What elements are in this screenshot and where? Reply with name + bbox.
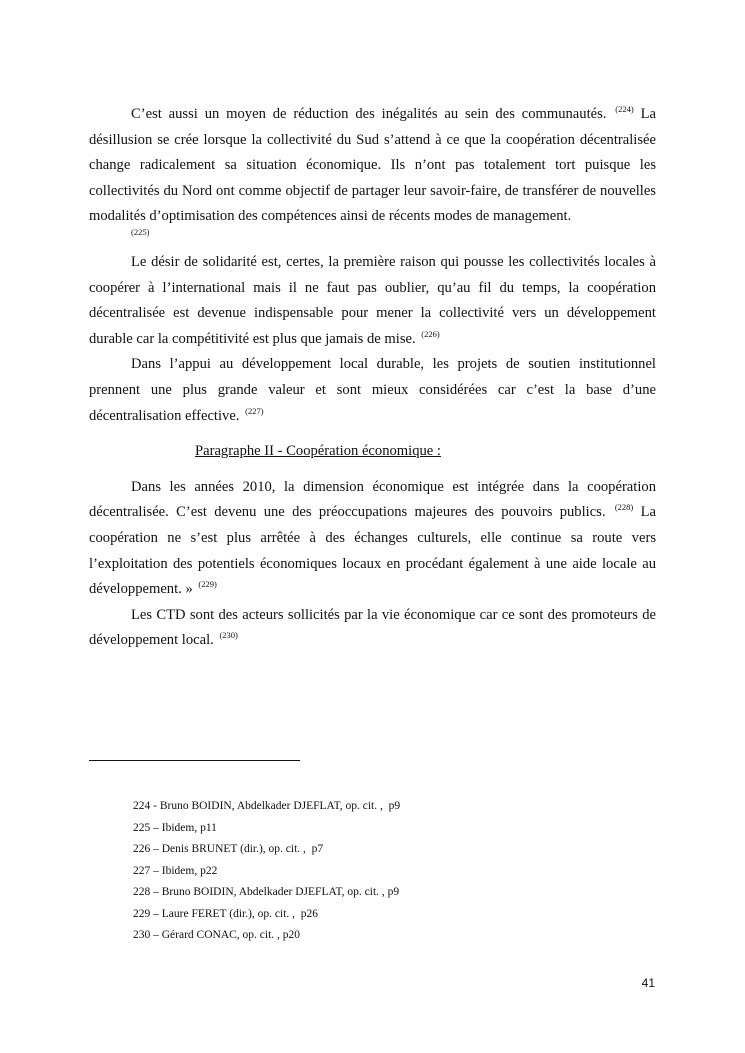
footnote-separator	[89, 760, 300, 761]
section-title: Paragraphe II - Coopération économique :	[195, 443, 441, 460]
paragraph-5	[89, 603, 656, 654]
footnote-226: 226 – Denis BRUNET (dir.), op. cit. , p7	[133, 843, 324, 855]
footnote-ref-230[interactable]: (230)	[219, 630, 238, 641]
footnote-229: 229 – Laure FERET (dir.), op. cit. , p26	[133, 907, 319, 920]
footnote-224: 224 - Bruno BOIDIN, Abdelkader DJEFLAT, op. cit. , p9	[133, 800, 401, 812]
paragraph-text: C’est aussi un moyen de réduction des inégalités au sein des communautés.	[131, 106, 607, 122]
paragraph-text: Le désir de solidarité est, certes, la première raison qui pousse les collectivités locales à coopérer à l’international mais il ne faut pas oublier, qu’au fil du temps, la coopération décentralisée est devenue indispensable pour mener la collectivité vers un développement durable car la compétitivité est plus que jamais de mise.	[89, 253, 656, 347]
footnote-ref-225[interactable]: (225)	[131, 226, 150, 237]
paragraph-text: Dans les années 2010, la dimension économique est intégrée dans la coopération décentralisée. C’est devenu une des préoccupations majeures des pouvoirs publics.	[89, 478, 656, 521]
paragraph-4	[89, 475, 656, 603]
footnotes	[133, 796, 633, 947]
footnote-228: 228 – Bruno BOIDIN, Abdelkader DJEFLAT, op. cit. , p9	[133, 886, 400, 898]
footnote-ref-226[interactable]: (226)	[421, 328, 440, 339]
paragraph-text: Dans l’appui au développement local durable, les projets de soutien institutionnel prennent une plus grande valeur et sont mieux considérées car c’est la base d’une décentralisation effective.	[89, 356, 656, 424]
footnote-ref-224[interactable]: (224)	[615, 104, 634, 114]
paragraph-3	[89, 352, 656, 429]
body-text	[89, 102, 656, 654]
paragraph-2	[89, 250, 656, 352]
page-number: 41	[641, 976, 655, 990]
paragraph-text: La coopération ne s’est plus arrêtée à des échanges culturels, elle continue sa route vers l’exploitation des potentiels économiques locaux en procédant également à une aide locale au développement. »	[89, 504, 656, 598]
paragraph-text: La désillusion se crée lorsque la collectivité du Sud s’attend à ce que la coopération décentralisée change radicalement sa situation économique. Ils n’ont pas totalement tort puisque les collectivités du Nord ont comme objectif de partager leur savoir-faire, de transférer de nouvelles modalités d’optimisation des compétences ainsi de récents modes de management.	[89, 106, 656, 225]
paragraph-1	[89, 102, 656, 237]
footnote-ref-227[interactable]: (227)	[245, 405, 264, 416]
footnote-ref-228[interactable]: (228)	[614, 502, 634, 513]
footnote-227: 227 – Ibidem, p22	[133, 864, 218, 877]
footnote-225: 225 – Ibidem, p11	[133, 821, 217, 834]
footnote-230: 230 – Gérard CONAC, op. cit. , p20	[133, 929, 301, 941]
footnote-ref-229[interactable]: (229)	[198, 579, 217, 590]
paragraph-text: Les CTD sont des acteurs sollicités par la vie économique car ce sont des promoteurs de développement local.	[89, 606, 656, 649]
